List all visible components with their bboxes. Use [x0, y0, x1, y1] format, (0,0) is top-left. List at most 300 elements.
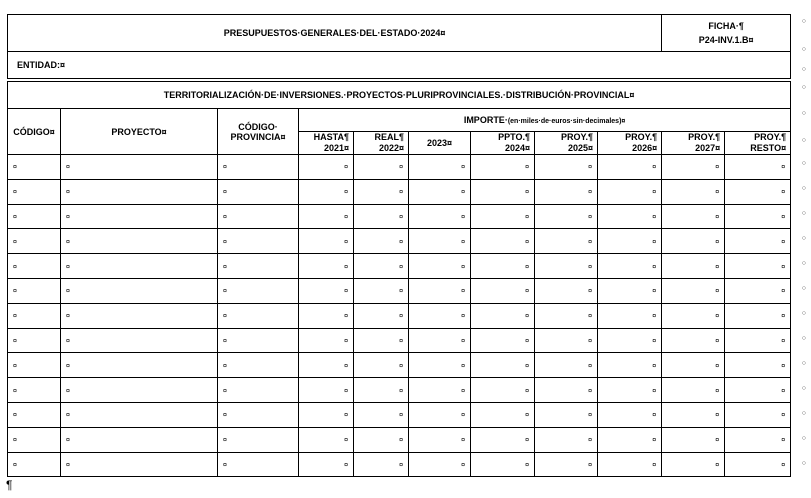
- table-cell[interactable]: [725, 328, 791, 353]
- importe-label: IMPORTE·: [463, 115, 508, 125]
- table-cell[interactable]: [354, 179, 409, 204]
- table-cell[interactable]: [471, 328, 535, 353]
- table-cell[interactable]: [598, 179, 662, 204]
- table-cell[interactable]: [662, 204, 725, 229]
- ficha-id: P24-INV.1.B¤: [698, 35, 754, 45]
- table-cell[interactable]: [409, 452, 471, 477]
- cell-end-mark: ¤: [13, 337, 17, 345]
- cell-end-mark: ¤: [781, 189, 786, 197]
- table-cell[interactable]: [725, 402, 791, 427]
- table-cell[interactable]: [299, 229, 354, 254]
- importe-note: (en·miles·de·euros·sin·decimales)¤: [507, 118, 626, 125]
- cell-end-mark: ¤: [223, 337, 227, 345]
- cell-end-mark: ¤: [652, 164, 657, 172]
- table-cell[interactable]: [725, 303, 791, 328]
- table-cell[interactable]: [471, 278, 535, 303]
- budget-form: [7, 14, 790, 477]
- cell-end-mark: ¤: [461, 437, 465, 445]
- row-end-marker: ○: [801, 310, 806, 317]
- table-cell[interactable]: [725, 353, 791, 378]
- table-cell[interactable]: [471, 402, 535, 427]
- table-cell[interactable]: [8, 427, 61, 452]
- table-cell[interactable]: [354, 204, 409, 229]
- row-end-marker: ○: [801, 460, 806, 467]
- table-row: [8, 278, 791, 303]
- cell-end-mark: ¤: [223, 461, 227, 469]
- row-end-marker: ○: [801, 360, 806, 367]
- table-cell[interactable]: [471, 427, 535, 452]
- table-cell[interactable]: [354, 229, 409, 254]
- cell-end-mark: ¤: [588, 461, 592, 469]
- cell-end-mark: ¤: [13, 238, 17, 246]
- table-cell[interactable]: [471, 452, 535, 477]
- table-cell[interactable]: [299, 402, 354, 427]
- row-end-marker: ○: [801, 66, 806, 73]
- col-header-year-4: [535, 132, 598, 155]
- cell-end-mark: ¤: [66, 337, 70, 345]
- row-end-marker: ○: [801, 110, 806, 117]
- cell-end-mark: ¤: [525, 313, 529, 321]
- table-cell[interactable]: [409, 353, 471, 378]
- table-cell[interactable]: [725, 204, 791, 229]
- cell-end-mark: ¤: [461, 313, 465, 321]
- col-header-codigo: CÓDIGO¤: [8, 109, 61, 155]
- table-cell[interactable]: [662, 229, 725, 254]
- table-cell[interactable]: [535, 229, 598, 254]
- cell-end-mark: ¤: [461, 189, 465, 197]
- cell-end-mark: ¤: [525, 437, 529, 445]
- table-cell[interactable]: [535, 179, 598, 204]
- table-cell[interactable]: [61, 402, 218, 427]
- table-cell[interactable]: [662, 427, 725, 452]
- col-header-year-line2: 2022¤: [378, 143, 404, 153]
- cell-end-mark: ¤: [66, 213, 70, 221]
- table-cell[interactable]: [354, 402, 409, 427]
- table-cell[interactable]: [471, 353, 535, 378]
- col-header-codigo-provincia: [218, 109, 299, 155]
- cell-end-mark: ¤: [781, 337, 786, 345]
- table-cell[interactable]: [409, 427, 471, 452]
- table-cell[interactable]: [535, 303, 598, 328]
- cell-end-mark: ¤: [525, 189, 529, 197]
- table-cell[interactable]: [218, 278, 299, 303]
- col-header-year-5: [598, 132, 662, 155]
- table-cell[interactable]: [8, 278, 61, 303]
- cell-end-mark: ¤: [66, 288, 70, 296]
- table-cell[interactable]: [598, 353, 662, 378]
- table-cell[interactable]: [61, 328, 218, 353]
- cell-end-mark: ¤: [13, 213, 17, 221]
- table-cell[interactable]: [61, 452, 218, 477]
- table-cell[interactable]: [409, 179, 471, 204]
- cell-end-mark: ¤: [461, 362, 465, 370]
- cell-end-mark: ¤: [223, 238, 227, 246]
- cell-end-mark: ¤: [525, 164, 529, 172]
- table-cell[interactable]: [662, 179, 725, 204]
- col-header-year-line2: 2026¤: [632, 143, 658, 153]
- cell-end-mark: ¤: [588, 189, 592, 197]
- table-cell[interactable]: [299, 254, 354, 279]
- table-cell[interactable]: [725, 179, 791, 204]
- table-cell[interactable]: [299, 155, 354, 180]
- cell-end-mark: ¤: [461, 288, 465, 296]
- cell-end-mark: ¤: [525, 387, 529, 395]
- table-cell[interactable]: [662, 378, 725, 403]
- table-cell[interactable]: [8, 155, 61, 180]
- col-header-year-line2: 2021¤: [323, 143, 349, 153]
- cell-end-mark: ¤: [525, 362, 529, 370]
- table-cell[interactable]: [598, 427, 662, 452]
- col-header-year-line2: 2024¤: [504, 143, 530, 153]
- table-cell[interactable]: [535, 452, 598, 477]
- cell-end-mark: ¤: [223, 437, 227, 445]
- cell-end-mark: ¤: [13, 263, 17, 271]
- col-header-year-line1: REAL¶: [374, 132, 404, 142]
- table-cell[interactable]: [354, 303, 409, 328]
- table-cell[interactable]: [662, 254, 725, 279]
- col-header-year-line1: 2023¤: [426, 137, 453, 148]
- table-cell[interactable]: [8, 353, 61, 378]
- cell-end-mark: ¤: [652, 238, 657, 246]
- cell-end-mark: ¤: [223, 412, 227, 420]
- cell-end-mark: ¤: [344, 337, 348, 345]
- cell-end-mark: ¤: [399, 313, 403, 321]
- table-cell[interactable]: [471, 254, 535, 279]
- table-cell[interactable]: [471, 179, 535, 204]
- col-header-codigo-provincia-line1: CÓDIGO·: [238, 121, 278, 132]
- table-cell[interactable]: [725, 155, 791, 180]
- cell-end-mark: ¤: [781, 412, 786, 420]
- cell-end-mark: ¤: [525, 288, 529, 296]
- cell-end-mark: ¤: [344, 362, 348, 370]
- cell-end-mark: ¤: [652, 461, 657, 469]
- row-end-marker: ○: [801, 435, 806, 442]
- cell-end-mark: ¤: [588, 164, 592, 172]
- table-cell[interactable]: [598, 278, 662, 303]
- col-header-year-6: [662, 132, 725, 155]
- budget-table: [7, 14, 791, 477]
- cell-end-mark: ¤: [652, 362, 657, 370]
- table-row: [8, 204, 791, 229]
- cell-end-mark: ¤: [399, 263, 403, 271]
- table-cell[interactable]: [8, 229, 61, 254]
- cell-end-mark: ¤: [399, 189, 403, 197]
- cell-end-mark: ¤: [223, 288, 227, 296]
- table-cell[interactable]: [409, 204, 471, 229]
- cell-end-mark: ¤: [66, 313, 70, 321]
- table-cell[interactable]: [299, 427, 354, 452]
- table-cell[interactable]: [354, 452, 409, 477]
- table-cell[interactable]: [598, 378, 662, 403]
- table-cell[interactable]: [471, 378, 535, 403]
- table-cell[interactable]: [218, 155, 299, 180]
- table-cell[interactable]: [8, 452, 61, 477]
- table-cell[interactable]: [8, 204, 61, 229]
- col-header-proyecto: PROYECTO¤: [61, 109, 218, 155]
- table-row: [8, 229, 791, 254]
- table-cell[interactable]: [354, 328, 409, 353]
- table-cell[interactable]: [725, 378, 791, 403]
- cell-end-mark: ¤: [715, 288, 720, 296]
- table-cell[interactable]: [409, 328, 471, 353]
- table-cell[interactable]: [535, 402, 598, 427]
- cell-end-mark: ¤: [588, 288, 592, 296]
- table-cell[interactable]: [218, 204, 299, 229]
- table-cell[interactable]: [299, 378, 354, 403]
- table-cell[interactable]: [409, 378, 471, 403]
- table-cell[interactable]: [471, 155, 535, 180]
- table-cell[interactable]: [409, 303, 471, 328]
- cell-end-mark: ¤: [781, 213, 786, 221]
- cell-end-mark: ¤: [223, 213, 227, 221]
- row-end-marker: ○: [801, 285, 806, 292]
- cell-end-mark: ¤: [525, 337, 529, 345]
- table-cell[interactable]: [218, 402, 299, 427]
- cell-end-mark: ¤: [344, 461, 348, 469]
- table-cell[interactable]: [598, 155, 662, 180]
- section-title: TERRITORIALIZACIÓN·DE·INVERSIONES.·PROYECTOS·PLURIPROVINCIALES.·DISTRIBUCIÓN·PROVINCIAL¤: [8, 82, 791, 109]
- table-cell[interactable]: [354, 427, 409, 452]
- table-cell[interactable]: [598, 402, 662, 427]
- col-header-year-line2: 2025¤: [567, 143, 593, 153]
- table-cell[interactable]: [725, 254, 791, 279]
- cell-end-mark: ¤: [525, 213, 529, 221]
- cell-end-mark: ¤: [66, 437, 70, 445]
- table-cell[interactable]: [535, 328, 598, 353]
- table-row: [8, 402, 791, 427]
- table-cell[interactable]: [409, 229, 471, 254]
- ficha-label: FICHA·¶: [708, 21, 744, 31]
- table-cell[interactable]: [61, 353, 218, 378]
- cell-end-mark: ¤: [223, 189, 227, 197]
- table-cell[interactable]: [471, 303, 535, 328]
- cell-end-mark: ¤: [66, 387, 70, 395]
- cell-end-mark: ¤: [781, 238, 786, 246]
- table-cell[interactable]: [61, 229, 218, 254]
- cell-end-mark: ¤: [715, 263, 720, 271]
- row-end-marker: ○: [801, 235, 806, 242]
- cell-end-mark: ¤: [781, 164, 786, 172]
- table-cell[interactable]: [61, 278, 218, 303]
- table-cell[interactable]: [8, 328, 61, 353]
- table-cell[interactable]: [598, 328, 662, 353]
- cell-end-mark: ¤: [715, 362, 720, 370]
- table-cell[interactable]: [662, 328, 725, 353]
- cell-end-mark: ¤: [66, 189, 70, 197]
- cell-end-mark: ¤: [399, 362, 403, 370]
- table-cell[interactable]: [61, 254, 218, 279]
- table-cell[interactable]: [662, 303, 725, 328]
- cell-end-mark: ¤: [223, 313, 227, 321]
- cell-end-mark: ¤: [715, 164, 720, 172]
- col-header-year-line1: PROY.¶: [560, 132, 593, 142]
- table-cell[interactable]: [662, 155, 725, 180]
- row-end-marker: ○: [801, 260, 806, 267]
- table-cell[interactable]: [61, 378, 218, 403]
- cell-end-mark: ¤: [223, 387, 227, 395]
- cell-end-mark: ¤: [781, 437, 786, 445]
- table-cell[interactable]: [218, 303, 299, 328]
- table-cell[interactable]: [8, 378, 61, 403]
- table-cell[interactable]: [598, 303, 662, 328]
- row-end-marker: ○: [801, 185, 806, 192]
- table-cell[interactable]: [354, 278, 409, 303]
- table-cell[interactable]: [598, 452, 662, 477]
- table-cell[interactable]: [598, 254, 662, 279]
- table-cell[interactable]: [725, 452, 791, 477]
- row-end-marker: ○: [801, 160, 806, 167]
- table-row: [8, 353, 791, 378]
- table-cell[interactable]: [354, 155, 409, 180]
- table-cell[interactable]: [535, 254, 598, 279]
- table-cell[interactable]: [662, 353, 725, 378]
- table-cell[interactable]: [471, 229, 535, 254]
- cell-end-mark: ¤: [399, 164, 403, 172]
- cell-end-mark: ¤: [66, 362, 70, 370]
- col-header-year-1: [354, 132, 409, 155]
- col-header-year-3: [471, 132, 535, 155]
- cell-end-mark: ¤: [344, 213, 348, 221]
- table-cell[interactable]: [354, 254, 409, 279]
- table-cell[interactable]: [662, 402, 725, 427]
- table-cell[interactable]: [598, 229, 662, 254]
- table-cell[interactable]: [409, 155, 471, 180]
- table-cell[interactable]: [218, 353, 299, 378]
- table-cell[interactable]: [535, 378, 598, 403]
- table-cell[interactable]: [61, 204, 218, 229]
- table-cell[interactable]: [61, 179, 218, 204]
- cell-end-mark: ¤: [399, 213, 403, 221]
- cell-end-mark: ¤: [588, 412, 592, 420]
- table-cell[interactable]: [299, 328, 354, 353]
- table-cell[interactable]: [218, 378, 299, 403]
- col-header-importe: [299, 109, 791, 132]
- cell-end-mark: ¤: [344, 387, 348, 395]
- cell-end-mark: ¤: [588, 213, 592, 221]
- cell-end-mark: ¤: [652, 337, 657, 345]
- table-cell[interactable]: [409, 254, 471, 279]
- cell-end-mark: ¤: [461, 337, 465, 345]
- table-cell[interactable]: [409, 278, 471, 303]
- table-cell[interactable]: [218, 452, 299, 477]
- cell-end-mark: ¤: [13, 437, 17, 445]
- cell-end-mark: ¤: [715, 437, 720, 445]
- cell-end-mark: ¤: [461, 238, 465, 246]
- col-header-year-line1: PPTO.¶: [498, 132, 530, 142]
- cell-end-mark: ¤: [399, 337, 403, 345]
- cell-end-mark: ¤: [652, 263, 657, 271]
- col-header-year-line2: 2027¤: [695, 143, 721, 153]
- table-cell[interactable]: [535, 353, 598, 378]
- table-cell[interactable]: [662, 452, 725, 477]
- table-cell[interactable]: [61, 303, 218, 328]
- col-header-year-line1: PROY.¶: [625, 132, 658, 142]
- table-cell[interactable]: [535, 204, 598, 229]
- cell-end-mark: ¤: [588, 362, 592, 370]
- table-cell[interactable]: [61, 155, 218, 180]
- table-cell[interactable]: [299, 452, 354, 477]
- cell-end-mark: ¤: [66, 164, 70, 172]
- col-header-year-line1: PROY.¶: [754, 132, 787, 142]
- cell-end-mark: ¤: [715, 213, 720, 221]
- cell-end-mark: ¤: [781, 461, 786, 469]
- table-cell[interactable]: [535, 155, 598, 180]
- cell-end-mark: ¤: [223, 164, 227, 172]
- table-cell[interactable]: [725, 278, 791, 303]
- cell-end-mark: ¤: [715, 337, 720, 345]
- col-header-year-line2: RESTO¤: [750, 143, 787, 153]
- col-header-year-2: [409, 132, 471, 155]
- table-cell[interactable]: [218, 427, 299, 452]
- cell-end-mark: ¤: [588, 313, 592, 321]
- table-cell[interactable]: [299, 353, 354, 378]
- cell-end-mark: ¤: [652, 288, 657, 296]
- table-cell[interactable]: [662, 278, 725, 303]
- cell-end-mark: ¤: [588, 263, 592, 271]
- table-cell[interactable]: [409, 402, 471, 427]
- cell-end-mark: ¤: [652, 412, 657, 420]
- cell-end-mark: ¤: [399, 461, 403, 469]
- cell-end-mark: ¤: [13, 362, 17, 370]
- table-cell[interactable]: [218, 229, 299, 254]
- table-row: [8, 452, 791, 477]
- row-end-marker: ○: [801, 137, 806, 144]
- cell-end-mark: ¤: [223, 263, 227, 271]
- cell-end-mark: ¤: [715, 461, 720, 469]
- table-row: [8, 427, 791, 452]
- cell-end-mark: ¤: [399, 288, 403, 296]
- table-cell[interactable]: [299, 204, 354, 229]
- table-cell[interactable]: [354, 378, 409, 403]
- cell-end-mark: ¤: [715, 189, 720, 197]
- table-cell[interactable]: [299, 179, 354, 204]
- entity-field[interactable]: ENTIDAD:¤: [8, 52, 791, 79]
- cell-end-mark: ¤: [13, 387, 17, 395]
- table-row: [8, 254, 791, 279]
- cell-end-mark: ¤: [399, 238, 403, 246]
- table-cell[interactable]: [218, 179, 299, 204]
- col-header-year-line1: PROY.¶: [688, 132, 721, 142]
- table-cell[interactable]: [8, 402, 61, 427]
- table-cell[interactable]: [8, 179, 61, 204]
- table-cell[interactable]: [598, 204, 662, 229]
- table-cell[interactable]: [535, 278, 598, 303]
- table-cell[interactable]: [299, 303, 354, 328]
- table-cell[interactable]: [725, 229, 791, 254]
- table-row: [8, 328, 791, 353]
- cell-end-mark: ¤: [781, 313, 786, 321]
- cell-end-mark: ¤: [66, 263, 70, 271]
- table-cell[interactable]: [471, 204, 535, 229]
- table-cell[interactable]: [725, 427, 791, 452]
- table-cell[interactable]: [218, 328, 299, 353]
- table-cell[interactable]: [299, 278, 354, 303]
- cell-end-mark: ¤: [13, 288, 17, 296]
- end-paragraph-mark: ¶: [6, 478, 13, 492]
- table-cell[interactable]: [8, 254, 61, 279]
- table-cell[interactable]: [354, 353, 409, 378]
- cell-end-mark: ¤: [344, 263, 348, 271]
- table-cell[interactable]: [218, 254, 299, 279]
- cell-end-mark: ¤: [13, 189, 17, 197]
- cell-end-mark: ¤: [588, 387, 592, 395]
- cell-end-mark: ¤: [781, 387, 786, 395]
- table-cell[interactable]: [61, 427, 218, 452]
- cell-end-mark: ¤: [652, 387, 657, 395]
- table-cell[interactable]: [8, 303, 61, 328]
- table-cell[interactable]: [535, 427, 598, 452]
- document-title: PRESUPUESTOS·GENERALES·DEL·ESTADO·2024¤: [8, 15, 662, 52]
